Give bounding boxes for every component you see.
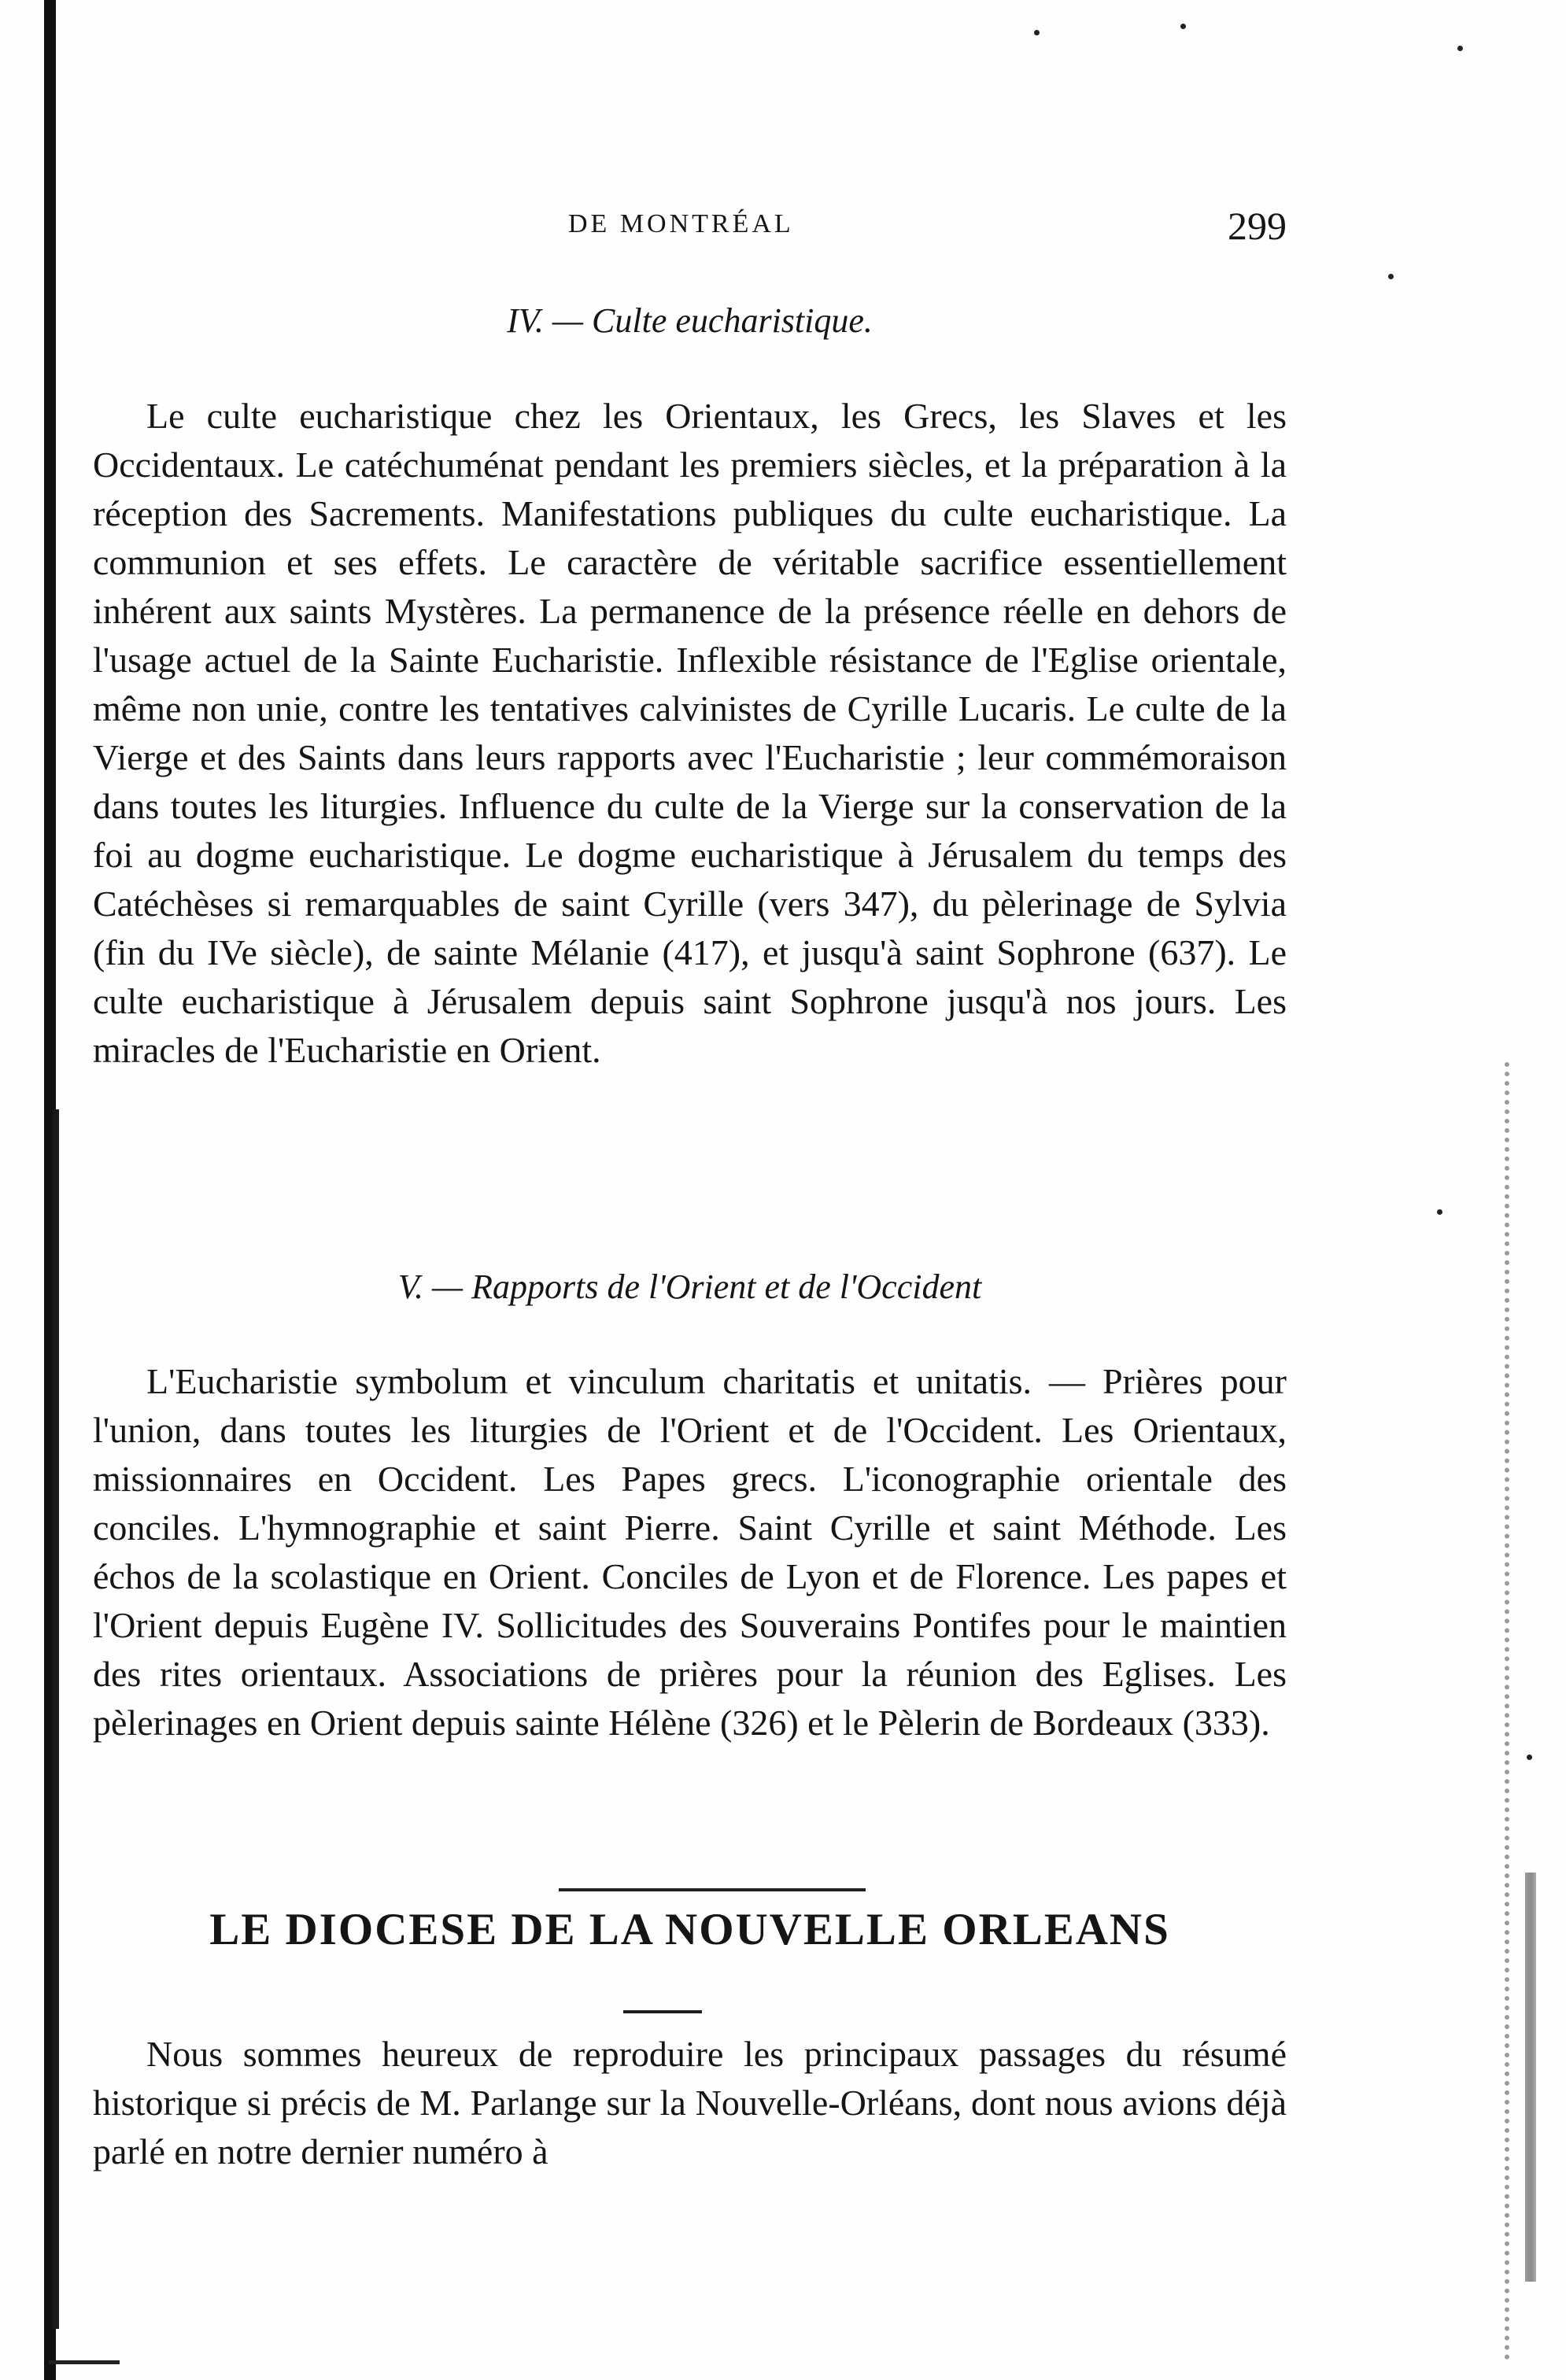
article-opening-paragraph: Nous sommes heureux de reproduire les principaux passages du résumé historique si précis de M. Parlange sur la Nouvelle-Orléans, dont nous avions déjà parlé en notre dernier numéro à: [93, 2034, 1287, 2172]
scan-speck: [1527, 1755, 1532, 1760]
running-header: [93, 203, 1287, 250]
title-underline-rule: [623, 2010, 702, 2013]
section-heading-iv: IV. — Culte eucharistique.: [507, 301, 873, 340]
scan-speck: [1180, 24, 1186, 29]
scan-speck: [1388, 274, 1394, 279]
scan-footer-mark: [49, 2360, 120, 2364]
page-number: 299: [1228, 204, 1287, 248]
section-heading-v: V. — Rapports de l'Orient et de l'Occident: [397, 1267, 982, 1306]
scan-speck: [1437, 1209, 1442, 1215]
page-edge-shadow: [1505, 1062, 1533, 2360]
binding-shadow: [44, 0, 56, 2380]
running-title: DE MONTRÉAL: [568, 209, 794, 238]
scan-speck: [1457, 46, 1463, 51]
paragraph-rapports-orient-occident: L'Eucharistie symbolum et vinculum charitatis et unitatis. — Prières pour l'union, dans toutes les liturgies de l'Orient et de l'Occident. Les Orientaux, missionnaires en Occident. Les Papes grecs. L'iconographie orientale des conciles. L'hymnographie et saint Pierre. Saint Cyrille et saint Méthode. Les échos de la scolastique en Orient. Conciles de Lyon et de Florence. Les papes et l'Orient depuis Eugène IV. Sollicitudes des Souverains Pontifes pour le maintien des rites orientaux. Associations de prières pour la réunion des Eglises. Les pèlerinages en Orient depuis sainte Hélène (326) et le Pèlerin de Bordeaux (333).: [93, 1361, 1287, 1743]
paragraph-culte-eucharistique: Le culte eucharistique chez les Orientaux, les Grecs, les Slaves et les Occidentaux. Le catéchuménat pendant les premiers siècles, et la préparation à la réception des Sacrements. Manifestations publiques du culte eucharistique. La communion et ses effets. Le caractère de véritable sacrifice essentiellement inhérent aux saints Mystères. La permanence de la présence réelle en dehors de l'usage actuel de la Sainte Eucharistie. Inflexible résistance de l'Eglise orientale, même non unie, contre les tentatives calvinistes de Cyrille Lucaris. Le culte de la Vierge et des Saints dans leurs rapports avec l'Eucharistie ; leur commémoraison dans toutes les liturgies. Influence du culte de la Vierge sur la conservation de la foi au dogme eucharistique. Le dogme eucharistique à Jérusalem du temps des Catéchèses si remarquables de saint Cyrille (vers 347), du pèlerinage de Sylvia (fin du IVe siècle), de sainte Mélanie (417), et jusqu'à saint Sophrone (637). Le culte eucharistique à Jérusalem depuis saint Sophrone jusqu'à nos jours. Les miracles de l'Eucharistie en Orient.: [93, 396, 1287, 1070]
article-title: LE DIOCESE DE LA NOUVELLE ORLEANS: [209, 1905, 1170, 1954]
article-separator-rule: [559, 1888, 866, 1891]
scan-speck: [1034, 30, 1040, 35]
